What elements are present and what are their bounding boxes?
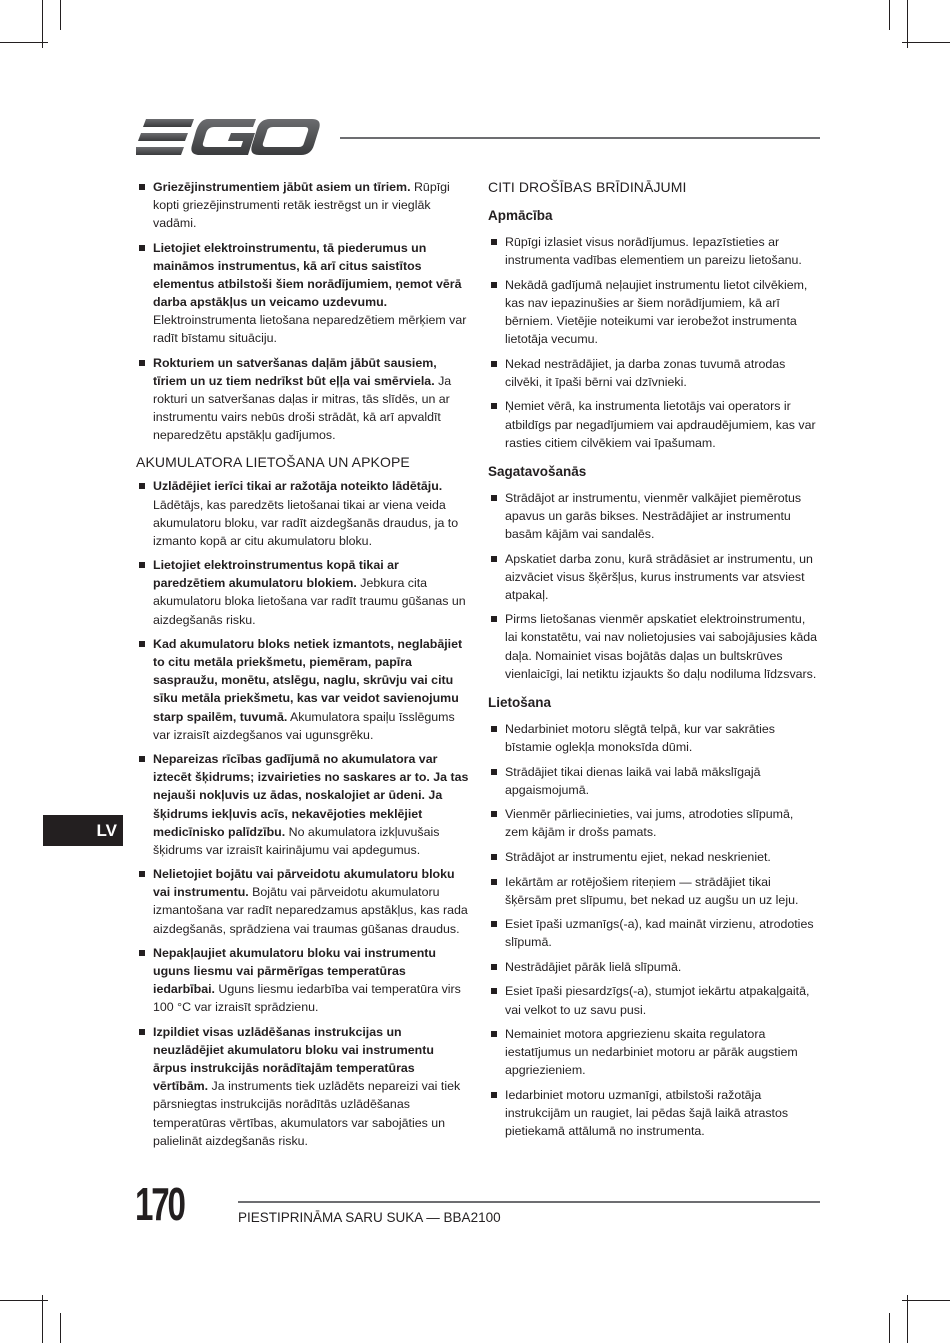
crop-mark [60, 0, 61, 30]
list-item: Rokturiem un satveršanas daļām jābūt sausiem, tīriem un uz tiem nedrīkst būt eļļa vai smērviela. Ja rokturi un satveršanas daļas ir mitras, tās slīdēs, un ar instrumentu vairs nebūs droši strādāt, kā arī apvaldīt neparedzētu apstākļu gadījumos. [136, 354, 470, 444]
list-item: Griezējinstrumentiem jābūt asiem un tīriem. Rūpīgi kopti griezējinstrumenti retāk iestrēgst un ir vieglāk vadāmi. [136, 178, 470, 232]
list-item: Nepareizas rīcības gadījumā no akumulatora var iztecēt šķidrums; izvairieties no saskares ar to. Ja tas nejauši nokļuvis uz ādas, noskalojiet ar ūdeni. Ja šķidrums iekļuvis acīs, nekavējoties meklējiet medicīnisko palīdzību. No akumulatora izkļuvušais šķidrums var izraisīt kairinājumu vai apdegumus. [136, 750, 470, 859]
subheading-preparation: Sagatavošanās [488, 463, 587, 479]
list-item: Nestrādājiet pārāk lielā slīpumā. [488, 958, 820, 976]
list-item: Strādājot ar instrumentu, vienmēr valkājiet piemērotus apavus un garās bikses. Nestrādājiet ar instrumentu basām kājām vai sandalēs. [488, 489, 820, 543]
crop-mark [907, 1295, 908, 1343]
training-list [488, 233, 820, 452]
list-item: Pirms lietošanas vienmēr apskatiet elektroinstrumentu, lai konstatētu, vai nav nolietojusies vai sabojājusies kāda daļa. Nomainiet visas bojātās daļas un bultskrūves vienlaicīgi, lai netiktu izjaukts šo daļu nodiluma līdzsvars. [488, 610, 820, 682]
ego-logo [136, 116, 322, 158]
list-item: Kad akumulatoru bloks netiek izmantots, neglabājiet to citu metāla priekšmetu, piemēram, papīra saspraužu, monētu, atslēgu, naglu, skrūvju vai citu sīku metāla priekšmetu, kas var veidot savienojumu starp spailēm, tuvumā. Akumulatora spaiļu īsslēgums var izraisīt aizdegšanos vai ugunsgrēku. [136, 635, 470, 744]
crop-mark [902, 1300, 950, 1301]
list-item: Nedarbiniet motoru slēgtā telpā, kur var sakrāties bīstamie oglekļa monoksīda dūmi. [488, 720, 820, 756]
list-item: Uzlādējiet ierīci tikai ar ražotāja noteikto lādētāju. Lādētājs, kas paredzēts lietošanai tikai ar viena veida akumulatoru bloku, var radīt aizdegšanās draudus, ja to izmanto kopā ar citu akumulatoru bloku. [136, 477, 470, 549]
crop-mark [889, 0, 890, 30]
list-item: Izpildiet visas uzlādēšanas instrukcijas un neuzlādējiet akumulatoru bloku vai instrumentu ārpus instrukcijās norādītajām temperatūras vērtībām. Ja instruments tiek uzlādēts nepareizi vai tiek pārsniegtas instrukcijās norādītās uzlādēšanas temperatūras vērtības, akumulators var sabojāties un palielināt aizdegšanās risku. [136, 1023, 470, 1150]
list-item: Lietojiet elektroinstrumentus kopā tikai ar paredzētiem akumulatoru blokiem. Jebkura cita akumulatoru bloka lietošana var radīt traumu gūšanas un aizdegšanās risku. [136, 556, 470, 628]
list-item: Nekādā gadījumā neļaujiet instrumentu lietot cilvēkiem, kas nav iepazinušies ar šiem norādījumiem, kā arī bērniem. Vietējie noteikumi var ierobežot instrumenta lietotāja vecumu. [488, 276, 820, 348]
section-heading-battery: AKUMULATORA LIETOŠANA UN APKOPE [136, 454, 410, 471]
footer-title: PIESTIPRINĀMA SARU SUKA — BBA2100 [238, 1210, 501, 1225]
list-item: Apskatiet darba zonu, kurā strādāsiet ar instrumentu, un aizvāciet visus šķēršļus, kurus instruments var atsviest atpakaļ. [488, 550, 820, 604]
crop-mark [42, 0, 43, 48]
list-item: Strādājot ar instrumentu ejiet, nekad neskrieniet. [488, 848, 820, 866]
crop-mark [42, 1295, 43, 1343]
crop-mark [0, 42, 48, 43]
right-column [488, 178, 820, 1147]
subheading-training: Apmācība [488, 208, 553, 224]
footer-rule [238, 1201, 820, 1203]
preparation-list [488, 489, 820, 683]
operation-list [488, 720, 820, 1140]
list-item: Esiet īpaši uzmanīgs(-a), kad maināt virzienu, atrodoties slīpumā. [488, 915, 820, 951]
crop-mark [902, 42, 950, 43]
header-rule [340, 137, 820, 139]
crop-mark [907, 0, 908, 48]
tool-care-list [136, 178, 470, 444]
list-item: Vienmēr pārliecinieties, vai jums, atrodoties slīpumā, zem kājām ir drošs pamats. [488, 805, 820, 841]
list-item: Rūpīgi izlasiet visus norādījumus. Iepazīstieties ar instrumenta vadības elementiem un pareizu lietošanu. [488, 233, 820, 269]
crop-mark [889, 1313, 890, 1343]
list-item: Iedarbiniet motoru uzmanīgi, atbilstoši ražotāja instrukcijām un raugiet, lai pēdas šajā laikā atrastos pietiekamā attālumā no instrumenta. [488, 1086, 820, 1140]
list-item: Strādājiet tikai dienas laikā vai labā mākslīgajā apgaismojumā. [488, 763, 820, 799]
page-number: 170 [135, 1178, 184, 1230]
list-item: Nelietojiet bojātu vai pārveidotu akumulatoru bloku vai instrumentu. Bojātu vai pārveidotu akumulatoru izmantošana var radīt neparedzamus apstākļus, kas rada aizdegšanās, sprādziena vai traumas gūšanas draudus. [136, 865, 470, 937]
language-tab: LV [43, 815, 123, 846]
subheading-operation: Lietošana [488, 694, 552, 710]
list-item: Lietojiet elektroinstrumentu, tā piederumus un maināmos instrumentus, kā arī citus saistītos elementus atbilstoši šiem norādījumiem, ņemot vērā darba apstākļus un veicamo uzdevumu. Elektroinstrumenta lietošana neparedzētiem mērķiem var radīt bīstamu situāciju. [136, 239, 470, 348]
list-item: Nepakļaujiet akumulatoru bloku vai instrumentu uguns liesmu vai pārmērīgas temperatūras iedarbībai. Uguns liesmu iedarbība vai temperatūra virs 100 °C var izraisīt sprādzienu. [136, 944, 470, 1016]
list-item: Esiet īpaši piesardzīgs(-a), stumjot iekārtu atpakaļgaitā, vai velkot to uz savu pusi. [488, 982, 820, 1018]
crop-mark [0, 1300, 48, 1301]
left-column [136, 178, 470, 1156]
crop-mark [60, 1313, 61, 1343]
list-item: Ņemiet vērā, ka instrumenta lietotājs vai operators ir atbildīgs par negadījumiem vai apdraudējumiem, kas var rasties citiem cilvēkiem vai īpašumam. [488, 397, 820, 451]
list-item: Nemainiet motora apgriezienu skaita regulatora iestatījumus un nedarbiniet motoru ar pārāk augstiem apgriezieniem. [488, 1025, 820, 1079]
battery-list [136, 477, 470, 1149]
list-item: Nekad nestrādājiet, ja darba zonas tuvumā atrodas cilvēki, it īpaši bērni vai dzīvnieki. [488, 355, 820, 391]
list-item: Iekārtām ar rotējošiem riteņiem — strādājiet tikai šķērsām pret slīpumu, bet nekad uz augšu un uz leju. [488, 873, 820, 909]
section-heading-other-warnings: CITI DROŠĪBAS BRĪDINĀJUMI [488, 179, 687, 195]
